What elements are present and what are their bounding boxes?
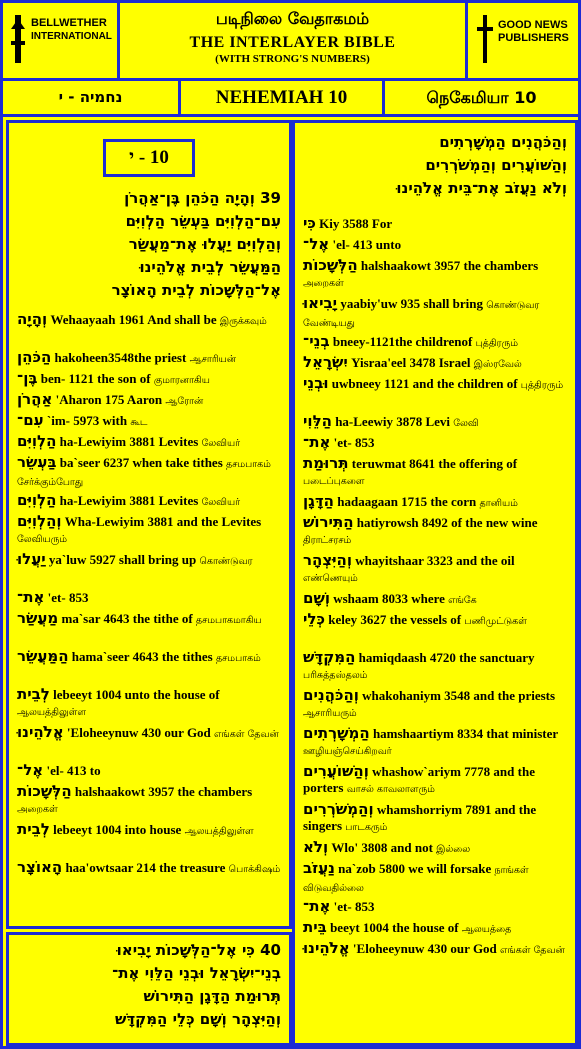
transliteration-gloss: halshaakowt 3957 the chambers (71, 784, 253, 799)
chapter-tamil: நெகேமியா 10 (426, 88, 537, 107)
word-entry (303, 493, 569, 512)
word-entry (303, 649, 569, 684)
word-entry (303, 434, 569, 451)
hebrew-word: וּבְנֵי (303, 374, 329, 392)
chapter-english: NEHEMIAH 10 (181, 81, 385, 114)
hebrew-word: הַלְּשָׁכוֹת (303, 256, 358, 274)
tamil-gloss: பணிமுட்டுகள் (464, 616, 527, 627)
hebrew-word: בֵּית (303, 918, 327, 936)
transliteration-gloss: uwbneey 1121 and the children of (328, 376, 521, 391)
word-entry (303, 295, 569, 332)
transliteration-gloss: lebeeyt 1004 into house (49, 822, 185, 837)
tamil-gloss: எண்ணெயும் (303, 573, 358, 584)
title-subtitle: (WITH STRONG'S NUMBERS) (215, 53, 370, 65)
hebrew-word: לְבֵית (17, 685, 50, 703)
word-entry (17, 589, 283, 606)
transliteration-gloss: hama`seer 4643 the tithes (68, 649, 216, 664)
transliteration-gloss: halshaakowt 3957 the chambers (357, 258, 539, 273)
transliteration-gloss: na`zob 5800 we will forsake (334, 861, 495, 876)
tamil-gloss: கொண்டுவர வேண்டியது (303, 300, 540, 329)
hebrew-word: וְשָׁם (303, 589, 330, 607)
verse-line: אֶל־הַלְּשָׁכוֹת לְבֵית הָאוֹצָר (111, 281, 281, 299)
verse-line: 40 כִּי אֶל־הַלְּשָׁכוֹת יָבִיאוּ (116, 941, 281, 959)
transliteration-gloss: whamshorriym 7891 and the singers (303, 802, 537, 833)
verse-39-hebrew (112, 187, 281, 302)
cross-icon (476, 11, 494, 67)
hebrew-word: יָבִיאוּ (303, 294, 338, 312)
word-entry (17, 513, 283, 548)
hebrew-word: הָאוֹצָר (17, 858, 63, 876)
word-entry (303, 375, 569, 394)
transliteration-gloss: beeyt 1004 the house of (326, 920, 462, 935)
tamil-gloss: ஊழியஞ்செய்கிறவர் (303, 746, 392, 757)
tamil-gloss: அறைகள் (17, 804, 58, 815)
hebrew-word: הַלְוִיִּם (17, 432, 57, 450)
verse-line: וְהַכֹּהֲנִים הַמְשָׁרְתִים (439, 133, 567, 151)
tamil-gloss: எங்கே (448, 595, 477, 606)
hebrew-word: אֶת־ (303, 897, 331, 915)
hebrew-word: וְהַיִּצְהָר (303, 551, 352, 569)
hebrew-word: וְהַכֹּהֲנִים (303, 686, 359, 704)
word-entry (17, 610, 283, 629)
transliteration-gloss: Wha-Lewiyim 3881 and the Levites (61, 514, 262, 529)
hebrew-word: אֱלֹהֵינוּ (303, 939, 350, 957)
word-entry (17, 391, 283, 410)
hebrew-word: וְהָיָה (17, 310, 48, 328)
tamil-gloss: ஆசாரியரும் (303, 708, 357, 719)
verse-line: וְהַלְוִיִּם יַעֲלוּ אֶת־מַעֲשַׂר (128, 235, 281, 253)
verse-39-continued-hebrew (396, 131, 567, 200)
transliteration-gloss: haa'owtsaar 214 the treasure (62, 860, 229, 875)
bell-icon (9, 11, 27, 67)
good-news-line2: PUBLISHERS (498, 32, 569, 44)
hebrew-word: יַעֲלוּ (17, 550, 46, 568)
hebrew-word: אֱלֹהֵינוּ (17, 723, 64, 741)
word-entry (17, 454, 283, 491)
tamil-gloss: குமாரனாகிய (153, 375, 210, 386)
hebrew-word: בַּעְשֵׂר (17, 453, 57, 471)
transliteration-gloss: 'Eloheeynuw 430 our God (349, 941, 501, 956)
tamil-gloss: பாடகரும் (345, 822, 388, 833)
good-news-logo (465, 3, 578, 78)
word-entry (303, 590, 569, 609)
transliteration-gloss: Wehaayaah 1961 And shall be (47, 312, 220, 327)
hebrew-word: מַעֲשַׂר (17, 609, 59, 627)
word-entry (17, 311, 283, 330)
tamil-gloss: ஆலயத்திலுள்ள (17, 707, 86, 718)
bellwether-logo (3, 3, 120, 78)
word-entry (17, 859, 283, 878)
hebrew-word: הַלְוִיִּם (17, 491, 57, 509)
transliteration-gloss: lebeeyt 1004 unto the house of (49, 687, 220, 702)
transliteration-gloss: `im- 5973 with (43, 413, 131, 428)
transliteration-gloss: 'Aharon 175 Aaron (52, 392, 166, 407)
tamil-gloss: இஸ்ரவேல் (473, 359, 522, 370)
verse-line: הַמַּעֲשֵׂר לְבֵית אֱלֹהֵינוּ (139, 258, 281, 276)
word-entry (303, 514, 569, 549)
header (3, 3, 578, 81)
transliteration-gloss: keley 3627 the vessels of (325, 612, 465, 627)
tamil-gloss: தானியம் (479, 498, 518, 509)
tamil-gloss: எங்கள் தேவன் (500, 945, 565, 956)
word-entry (303, 839, 569, 858)
hebrew-word: הַתִּירוֹשׁ (303, 513, 354, 531)
word-entry (303, 919, 569, 938)
tamil-gloss: இல்லை (436, 844, 471, 855)
tamil-gloss: படைப்புகளை (303, 476, 365, 487)
right-column (292, 120, 578, 1046)
tamil-gloss: ஆலயத்தை (461, 924, 512, 935)
word-entry (303, 257, 569, 292)
transliteration-gloss: ha-Lewiyim 3881 Levites (56, 434, 202, 449)
word-entry (303, 413, 569, 432)
hebrew-word: עִם־ (17, 411, 44, 429)
hebrew-word: אֶל־ (303, 235, 330, 253)
hebrew-word: לְבֵית (17, 820, 50, 838)
tamil-gloss: பொக்கிஷம் (228, 864, 281, 875)
tamil-gloss: லேவி (453, 418, 479, 429)
verse-line: 39 וְהָיָה הַכֹּהֵן בֶּן־אַהֲרֹן (124, 189, 281, 207)
transliteration-gloss: 'el- 413 to (43, 763, 101, 778)
hebrew-word: וְהַלְוִיִּם (17, 512, 62, 530)
transliteration-gloss: bneey-1121the childrenof (329, 334, 476, 349)
hebrew-word: הַמִּקְדָּשׁ (303, 648, 356, 666)
verse-line: וְהַיִּצְהָר וְשָׁם כְּלֵי הַמִּקְדָּשׁ (114, 1010, 281, 1028)
transliteration-gloss: hatiyrowsh 8492 of the new wine (353, 515, 538, 530)
word-entry (17, 686, 283, 721)
word-entry (17, 349, 283, 368)
bellwether-line2: INTERNATIONAL (31, 31, 112, 42)
tamil-gloss: லேவியரும் (17, 534, 68, 545)
transliteration-gloss: hamshaartiym 8334 that minister (369, 726, 558, 741)
word-entry (17, 492, 283, 511)
word-entry (17, 648, 283, 667)
transliteration-gloss: hamiqdaash 4720 the sanctuary (355, 650, 535, 665)
transliteration-gloss: yaabiy'uw 935 shall bring (337, 296, 487, 311)
transliteration-gloss: ha-Lewiyim 3881 Levites (56, 493, 202, 508)
transliteration-gloss: 'et- 853 (330, 435, 375, 450)
tamil-gloss: ஆலயத்திலுள்ள (184, 826, 254, 837)
word-entry (303, 215, 569, 232)
tamil-gloss: லேவியர் (201, 497, 241, 508)
word-entry (303, 801, 569, 836)
tamil-gloss: ஆரோன் (165, 396, 204, 407)
word-entry (303, 236, 569, 253)
tamil-gloss: நாங்கள் விடுவதில்லை (303, 865, 529, 894)
transliteration-gloss: 'el- 413 unto (329, 237, 402, 252)
word-entry (303, 333, 569, 352)
hebrew-word: אֶל־ (17, 761, 44, 779)
verse-40-hebrew (112, 939, 281, 1031)
left-column-verse-40 (6, 932, 292, 1046)
tamil-gloss: அறைகள் (303, 278, 344, 289)
word-entry (303, 552, 569, 587)
tamil-gloss: திராட்சரசம் (303, 535, 352, 546)
chapter-hebrew: נחמיה - י (3, 81, 181, 114)
hebrew-word: תְּרוּמַת (303, 454, 349, 472)
word-entry (303, 687, 569, 722)
verse-line: תְּרוּמַת הַדָּגָן הַתִּירוֹשׁ (143, 987, 281, 1005)
transliteration-gloss: ya`luw 5927 shall bring up (45, 552, 200, 567)
hebrew-word: נַעֲזֹב (303, 859, 335, 877)
hebrew-word: וְהַמְשֹׁרְרִים (303, 800, 374, 818)
hebrew-word: בֶּן־ (17, 369, 38, 387)
tamil-gloss: லேவியர் (201, 438, 241, 449)
transliteration-gloss: 'et- 853 (44, 590, 89, 605)
hebrew-word: יִשְׂרָאֵל (303, 353, 348, 371)
hebrew-word: וְלֹא (303, 838, 329, 856)
chapter-bar (3, 81, 578, 117)
tamil-gloss: தசமபாகம் சேர்க்கும்போது (17, 459, 271, 488)
word-entry (303, 354, 569, 373)
title-block (120, 3, 465, 78)
tamil-gloss: தசமபாகமாகிய (195, 615, 262, 626)
hebrew-word: כִּי (303, 214, 316, 232)
transliteration-gloss: wshaam 8033 where (329, 591, 449, 606)
hebrew-word: הַלְּשָׁכוֹת (17, 782, 72, 800)
transliteration-gloss: whashow`ariym 7778 and the porters (303, 764, 535, 795)
word-entry (17, 783, 283, 818)
hebrew-word: אַהֲרֹן (17, 390, 53, 408)
tamil-gloss: எங்கள் தேவன் (214, 729, 279, 740)
transliteration-gloss: ba`seer 6237 when take tithes (56, 455, 227, 470)
hebrew-word: הַדָּגָן (303, 492, 334, 510)
tamil-gloss: கூட (130, 417, 148, 428)
good-news-line1: GOOD NEWS (498, 19, 568, 31)
transliteration-gloss: whayitshaar 3323 and the oil (352, 553, 515, 568)
transliteration-gloss: teruwmat 8641 the offering of (348, 456, 518, 471)
tamil-gloss: தசமபாகம் (215, 653, 261, 664)
tamil-gloss: கொண்டுவர (199, 556, 253, 567)
hebrew-word: בְנֵי־ (303, 332, 330, 350)
transliteration-gloss: whakohaniym 3548 and the priests (358, 688, 556, 703)
transliteration-gloss: Yisraa'eel 3478 Israel (347, 355, 474, 370)
hebrew-word: הַמַּעֲשֵׂר (17, 647, 69, 665)
verse-line: וְלֹא נַעֲזֹב אֶת־בֵּית אֱלֹהֵינוּ (396, 179, 567, 197)
word-entry (303, 898, 569, 915)
hebrew-word: הַלֵּוִי (303, 412, 332, 430)
transliteration-gloss: hakoheen3548the priest (51, 350, 190, 365)
verse-line: עִם־הַלְוִיִּם בַּעְשֵׂר הַלְוִיִּם (125, 212, 281, 230)
word-entry (17, 433, 283, 452)
word-entry (303, 860, 569, 897)
word-entry (303, 725, 569, 760)
hebrew-word: כְּלֵי (303, 610, 325, 628)
word-entry (17, 412, 283, 431)
transliteration-gloss: Wlo' 3808 and not (328, 840, 437, 855)
hebrew-word: הַמְשָׁרְתִים (303, 724, 370, 742)
tamil-gloss: வாசல் காவலாளரும் (346, 784, 435, 795)
word-entry (17, 724, 283, 743)
word-entry (17, 821, 283, 840)
word-entry (303, 611, 569, 630)
word-entry (17, 370, 283, 389)
verse-line: וְהַשּׁוֹעֲרִים וְהַמְשֹׁרְרִים (425, 156, 567, 174)
word-entry (17, 762, 283, 779)
tamil-gloss: புத்திரரும் (520, 380, 564, 391)
transliteration-gloss: 'et- 853 (330, 899, 375, 914)
transliteration-gloss: 'Eloheeynuw 430 our God (63, 725, 215, 740)
title-tamil: படிநிலை வேதாகமம் (215, 9, 370, 28)
tamil-gloss: இருக்கவும் (219, 316, 267, 327)
hebrew-word: אֶת־ (17, 588, 45, 606)
hebrew-word: הַכֹּהֵן (17, 348, 52, 366)
transliteration-gloss: ha-Leewiy 3878 Levi (331, 414, 454, 429)
hebrew-word: וְהַשּׁוֹעֲרִים (303, 762, 369, 780)
tamil-gloss: ஆசாரியன் (189, 354, 237, 365)
verse-line: בְנֵי־יִשְׂרָאֵל וּבְנֵי הַלֵּוִי אֶת־ (112, 964, 281, 982)
tamil-gloss: புத்திரரும் (475, 338, 519, 349)
tamil-gloss: பரிசுத்தஸ்தலம் (303, 670, 368, 681)
word-entry (17, 551, 283, 570)
transliteration-gloss: hadaagaan 1715 the corn (333, 494, 480, 509)
chapter-badge: 10 - י (103, 139, 195, 177)
word-entry (303, 455, 569, 490)
left-column (6, 120, 292, 929)
title-english: THE INTERLAYER BIBLE (189, 34, 396, 51)
transliteration-gloss: ben- 1121 the son of (37, 371, 154, 386)
bellwether-line1: BELLWETHER (31, 17, 107, 29)
word-entry (303, 763, 569, 798)
word-entry (303, 940, 569, 959)
hebrew-word: אֶת־ (303, 433, 331, 451)
transliteration-gloss: ma`sar 4643 the tithe of (58, 611, 196, 626)
transliteration-gloss: Kiy 3588 For (315, 216, 393, 231)
